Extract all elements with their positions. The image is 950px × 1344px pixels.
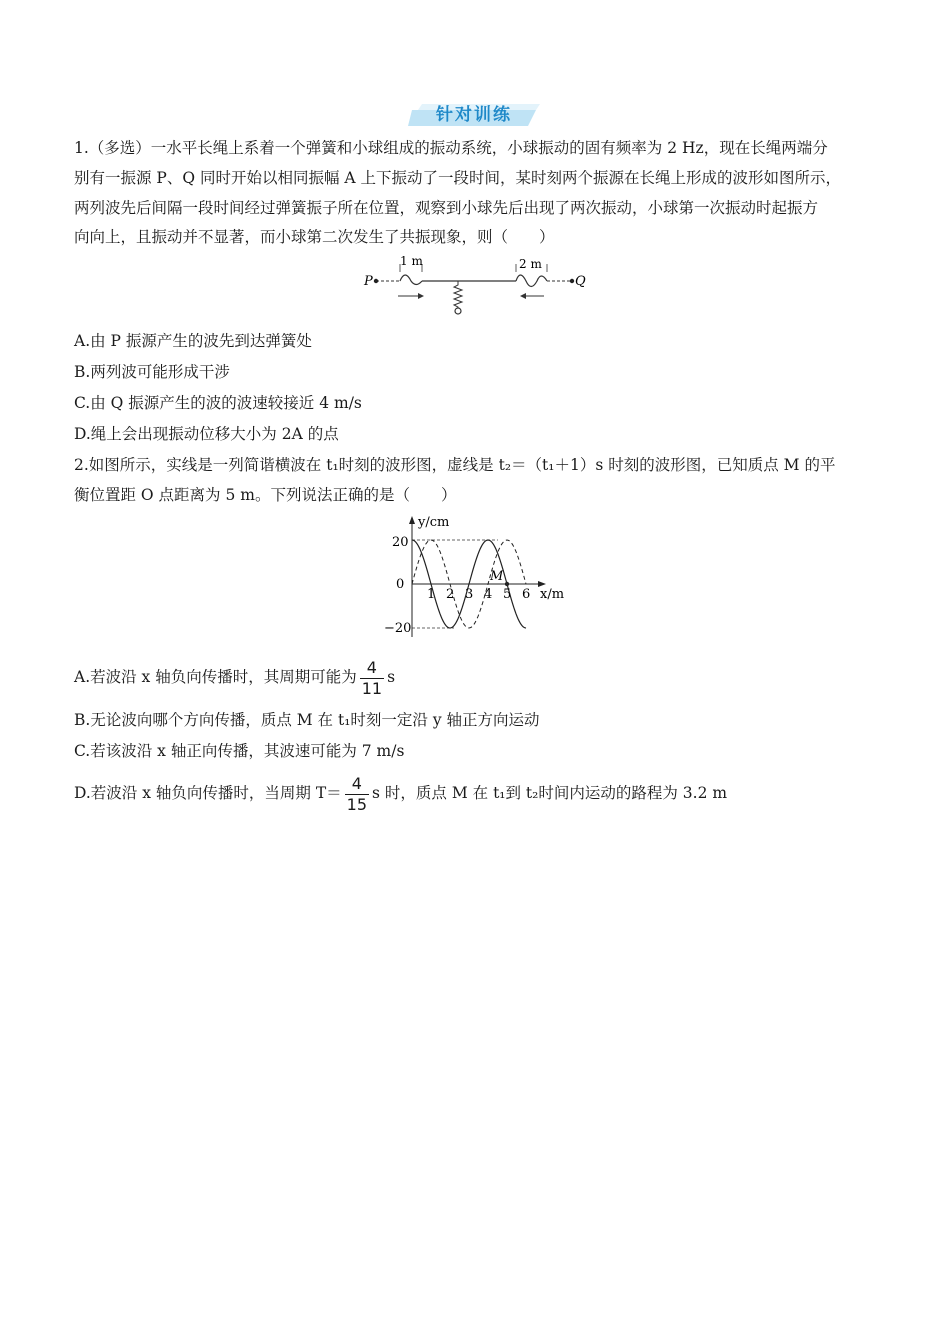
point-m-label: M [490, 569, 504, 584]
q2-option-b: B.无论波向哪个方向传播，质点 M 在 t₁时刻一定沿 y 轴正方向运动 [74, 711, 540, 729]
section-banner [408, 98, 540, 128]
left-wave-pulse [400, 275, 422, 285]
q2-option-d-text: D.若波沿 x 轴负向传播时，当周期 T＝ [74, 784, 342, 802]
q2-option-a-unit: s [387, 668, 396, 686]
y-axis-label: y/cm [418, 515, 450, 530]
q1-stem-line-2: 别有一振源 P、Q 同时开始以相同振幅 A 上下振动了一段时间，某时刻两个振源在长绳上形成的波形如图所示， [74, 169, 842, 187]
origin-label: 0 [396, 577, 405, 592]
fraction-denominator: 15 [346, 794, 368, 814]
q-source-dot [570, 279, 574, 283]
x-tick-3: 3 [465, 587, 474, 602]
q-label: Q [575, 274, 586, 289]
q2-option-d-rest: s 时，质点 M 在 t₁到 t₂时间内运动的路程为 3.2 m [372, 784, 728, 802]
q2-stem-line-1: 2.如图所示，实线是一列简谐横波在 t₁时刻的波形图，虚线是 t₂＝（t₁＋1）s 时刻的波形图，已知质点 M 的平 [74, 456, 836, 474]
spring [454, 281, 462, 308]
fraction-denominator: 11 [361, 678, 383, 698]
fraction-numerator: 4 [360, 658, 384, 679]
q1-option-c: C.由 Q 振源产生的波的波速较接近 4 m/s [74, 394, 362, 412]
x-tick-2: 2 [446, 587, 455, 602]
fraction-numerator: 4 [345, 774, 369, 795]
x-tick-labels [427, 587, 530, 602]
q2-stem-line-2: 衡位置距 O 点距离为 5 m。下列说法正确的是（ ） [74, 486, 457, 504]
q2-option-a [74, 657, 395, 699]
x-tick-1: 1 [427, 587, 436, 602]
q2-option-d-fraction [345, 774, 369, 815]
x-tick-6: 6 [522, 587, 531, 602]
q2-option-c: C.若该波沿 x 轴正向传播，其波速可能为 7 m/s [74, 742, 405, 760]
p-source-dot [374, 279, 378, 283]
q2-option-d [74, 773, 727, 815]
y-tick-neg20: −20 [384, 621, 412, 636]
q1-option-a: A.由 P 振源产生的波先到达弹簧处 [74, 332, 312, 350]
q1-option-d: D.绳上会出现振动位移大小为 2A 的点 [74, 425, 339, 443]
left-width-label: 1 m [400, 254, 423, 268]
p-label: P [364, 274, 373, 289]
x-tick-4: 4 [484, 587, 493, 602]
q1-stem-line-3: 两列波先后间隔一段时间经过弹簧振子所在位置，观察到小球先后出现了两次振动，小球第一次振动时起振方 [74, 199, 819, 217]
x-axis-label: x/m [540, 587, 565, 602]
q2-option-a-fraction [360, 658, 384, 699]
right-wave-pulse [516, 275, 547, 287]
x-tick-5: 5 [503, 587, 512, 602]
q2-wave-graph [380, 512, 570, 640]
q1-rope-figure [360, 252, 600, 318]
right-width-label: 2 m [519, 257, 542, 271]
q1-stem-line-1: 1.（多选）一水平长绳上系着一个弹簧和小球组成的振动系统，小球振动的固有频率为 2 Hz，现在长绳两端分 [74, 139, 828, 157]
q2-option-a-text: A.若波沿 x 轴负向传播时，其周期可能为 [74, 668, 357, 686]
section-title: 针对训练 [436, 105, 512, 125]
point-m-dot [505, 582, 509, 586]
ball [455, 308, 461, 314]
q1-stem-line-4: 向向上，且振动并不显著，而小球第二次发生了共振现象，则（ ） [74, 228, 555, 246]
q1-option-b: B.两列波可能形成干涉 [74, 363, 230, 381]
y-tick-20: 20 [392, 535, 409, 550]
